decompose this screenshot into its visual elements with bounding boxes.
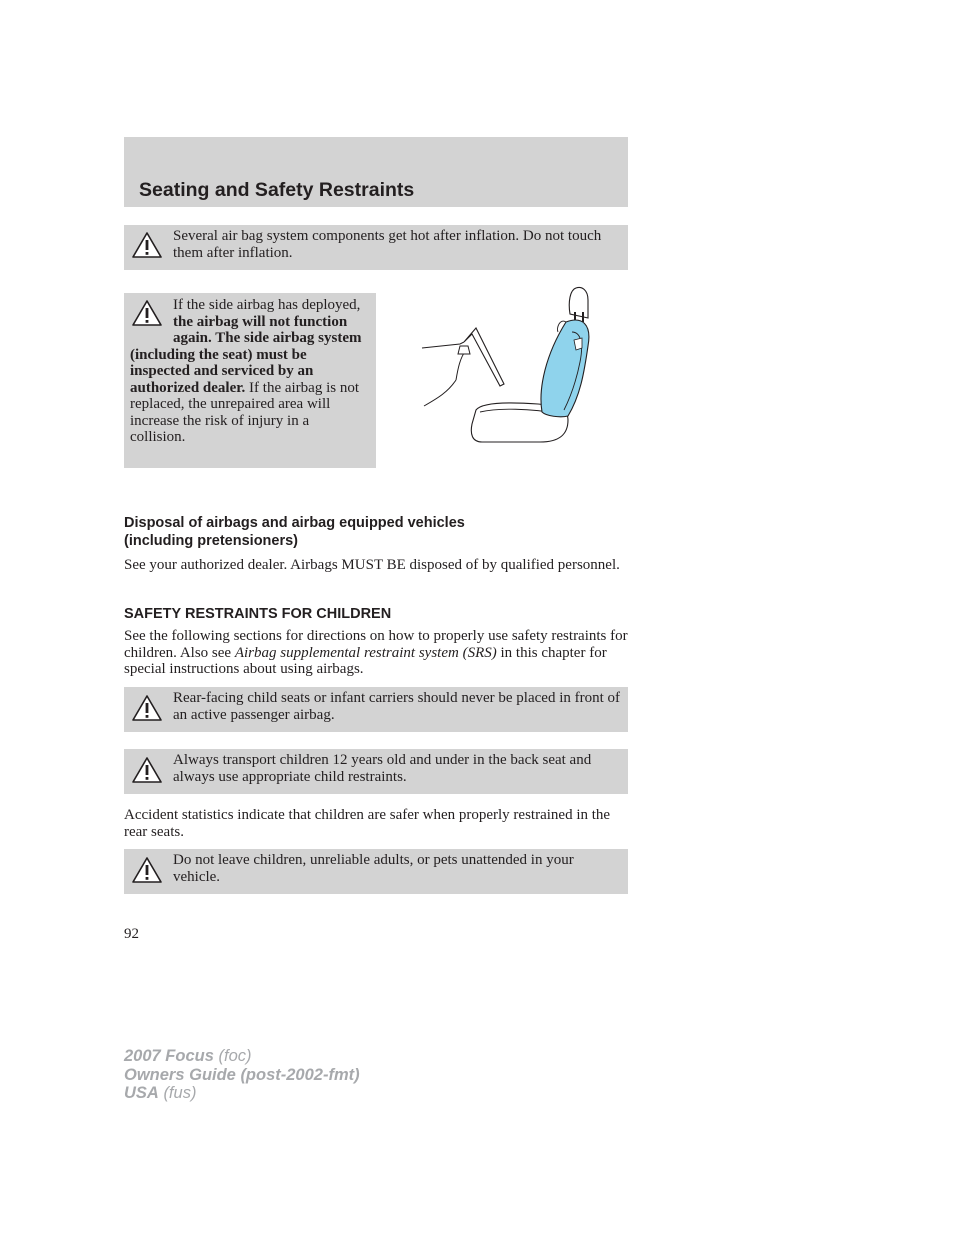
warning-box-transport-children [124,749,628,794]
page-number: 92 [124,926,139,942]
section-title: Seating and Safety Restraints [139,179,415,201]
footer-market: USA [124,1084,159,1102]
side-airbag-warning-pre: If the side airbag has deployed, [173,297,361,313]
warning-box-unattended [124,849,628,894]
side-airbag-seat-illustration [420,284,600,446]
children-intro-post: in this chapter for special instructions about using airbags. [124,644,607,677]
warning-triangle-icon [131,231,163,259]
disposal-body: See your authorized dealer. Airbags MUST BE disposed of by qualified personnel. [124,557,620,573]
document-footer [124,1047,360,1103]
children-intro-pre: See the following sections for directions on how to properly use safety restraints for children. Also see [124,628,628,661]
warning-text: Do not leave children, unreliable adults, or pets unattended in your vehicle. [173,852,574,885]
statistics-paragraph: Accident statistics indicate that children are safer when properly restrained in the rear seats. [124,807,611,840]
disposal-heading-line2: (including pretensioners) [124,533,299,549]
footer-guide: Owners Guide (post-2002-fmt) [124,1065,360,1084]
side-airbag-warning-post: If the airbag is not replaced, the unrepaired area will increase the risk of injury in a collision. [130,379,359,445]
warning-text: Rear-facing child seats or infant carriers should never be placed in front of an active passenger airbag. [173,690,621,723]
warning-triangle-icon [131,694,163,722]
warning-triangle-icon [131,856,163,884]
footer-model: 2007 Focus [124,1047,214,1065]
disposal-heading [124,514,465,550]
children-heading: SAFETY RESTRAINTS FOR CHILDREN [124,606,392,622]
side-airbag-warning-text [130,297,368,446]
children-intro-link: Airbag supplemental restraint system (SRS) [234,644,497,661]
side-airbag-warning-bold: the airbag will not function again. The side airbag system (including the seat) must be inspected and serviced by an authorized dealer. [130,313,362,396]
footer-line-1 [124,1047,360,1066]
footer-market-code: (fus) [163,1084,197,1102]
disposal-heading-line1: Disposal of airbags and airbag equipped vehicles [124,515,465,531]
section-header [124,137,628,207]
warning-box-hot-components [124,225,628,270]
warning-text: Always transport children 12 years old and under in the back seat and always use appropriate child restraints. [173,752,592,785]
footer-model-code: (foc) [218,1047,252,1065]
warning-box-rear-facing [124,687,628,732]
footer-line-3 [124,1084,360,1103]
children-intro [124,628,628,678]
warning-text: Several air bag system components get hot after inflation. Do not touch them after inflation. [173,228,602,261]
warning-triangle-icon [131,756,163,784]
warning-box-side-airbag [124,293,376,468]
